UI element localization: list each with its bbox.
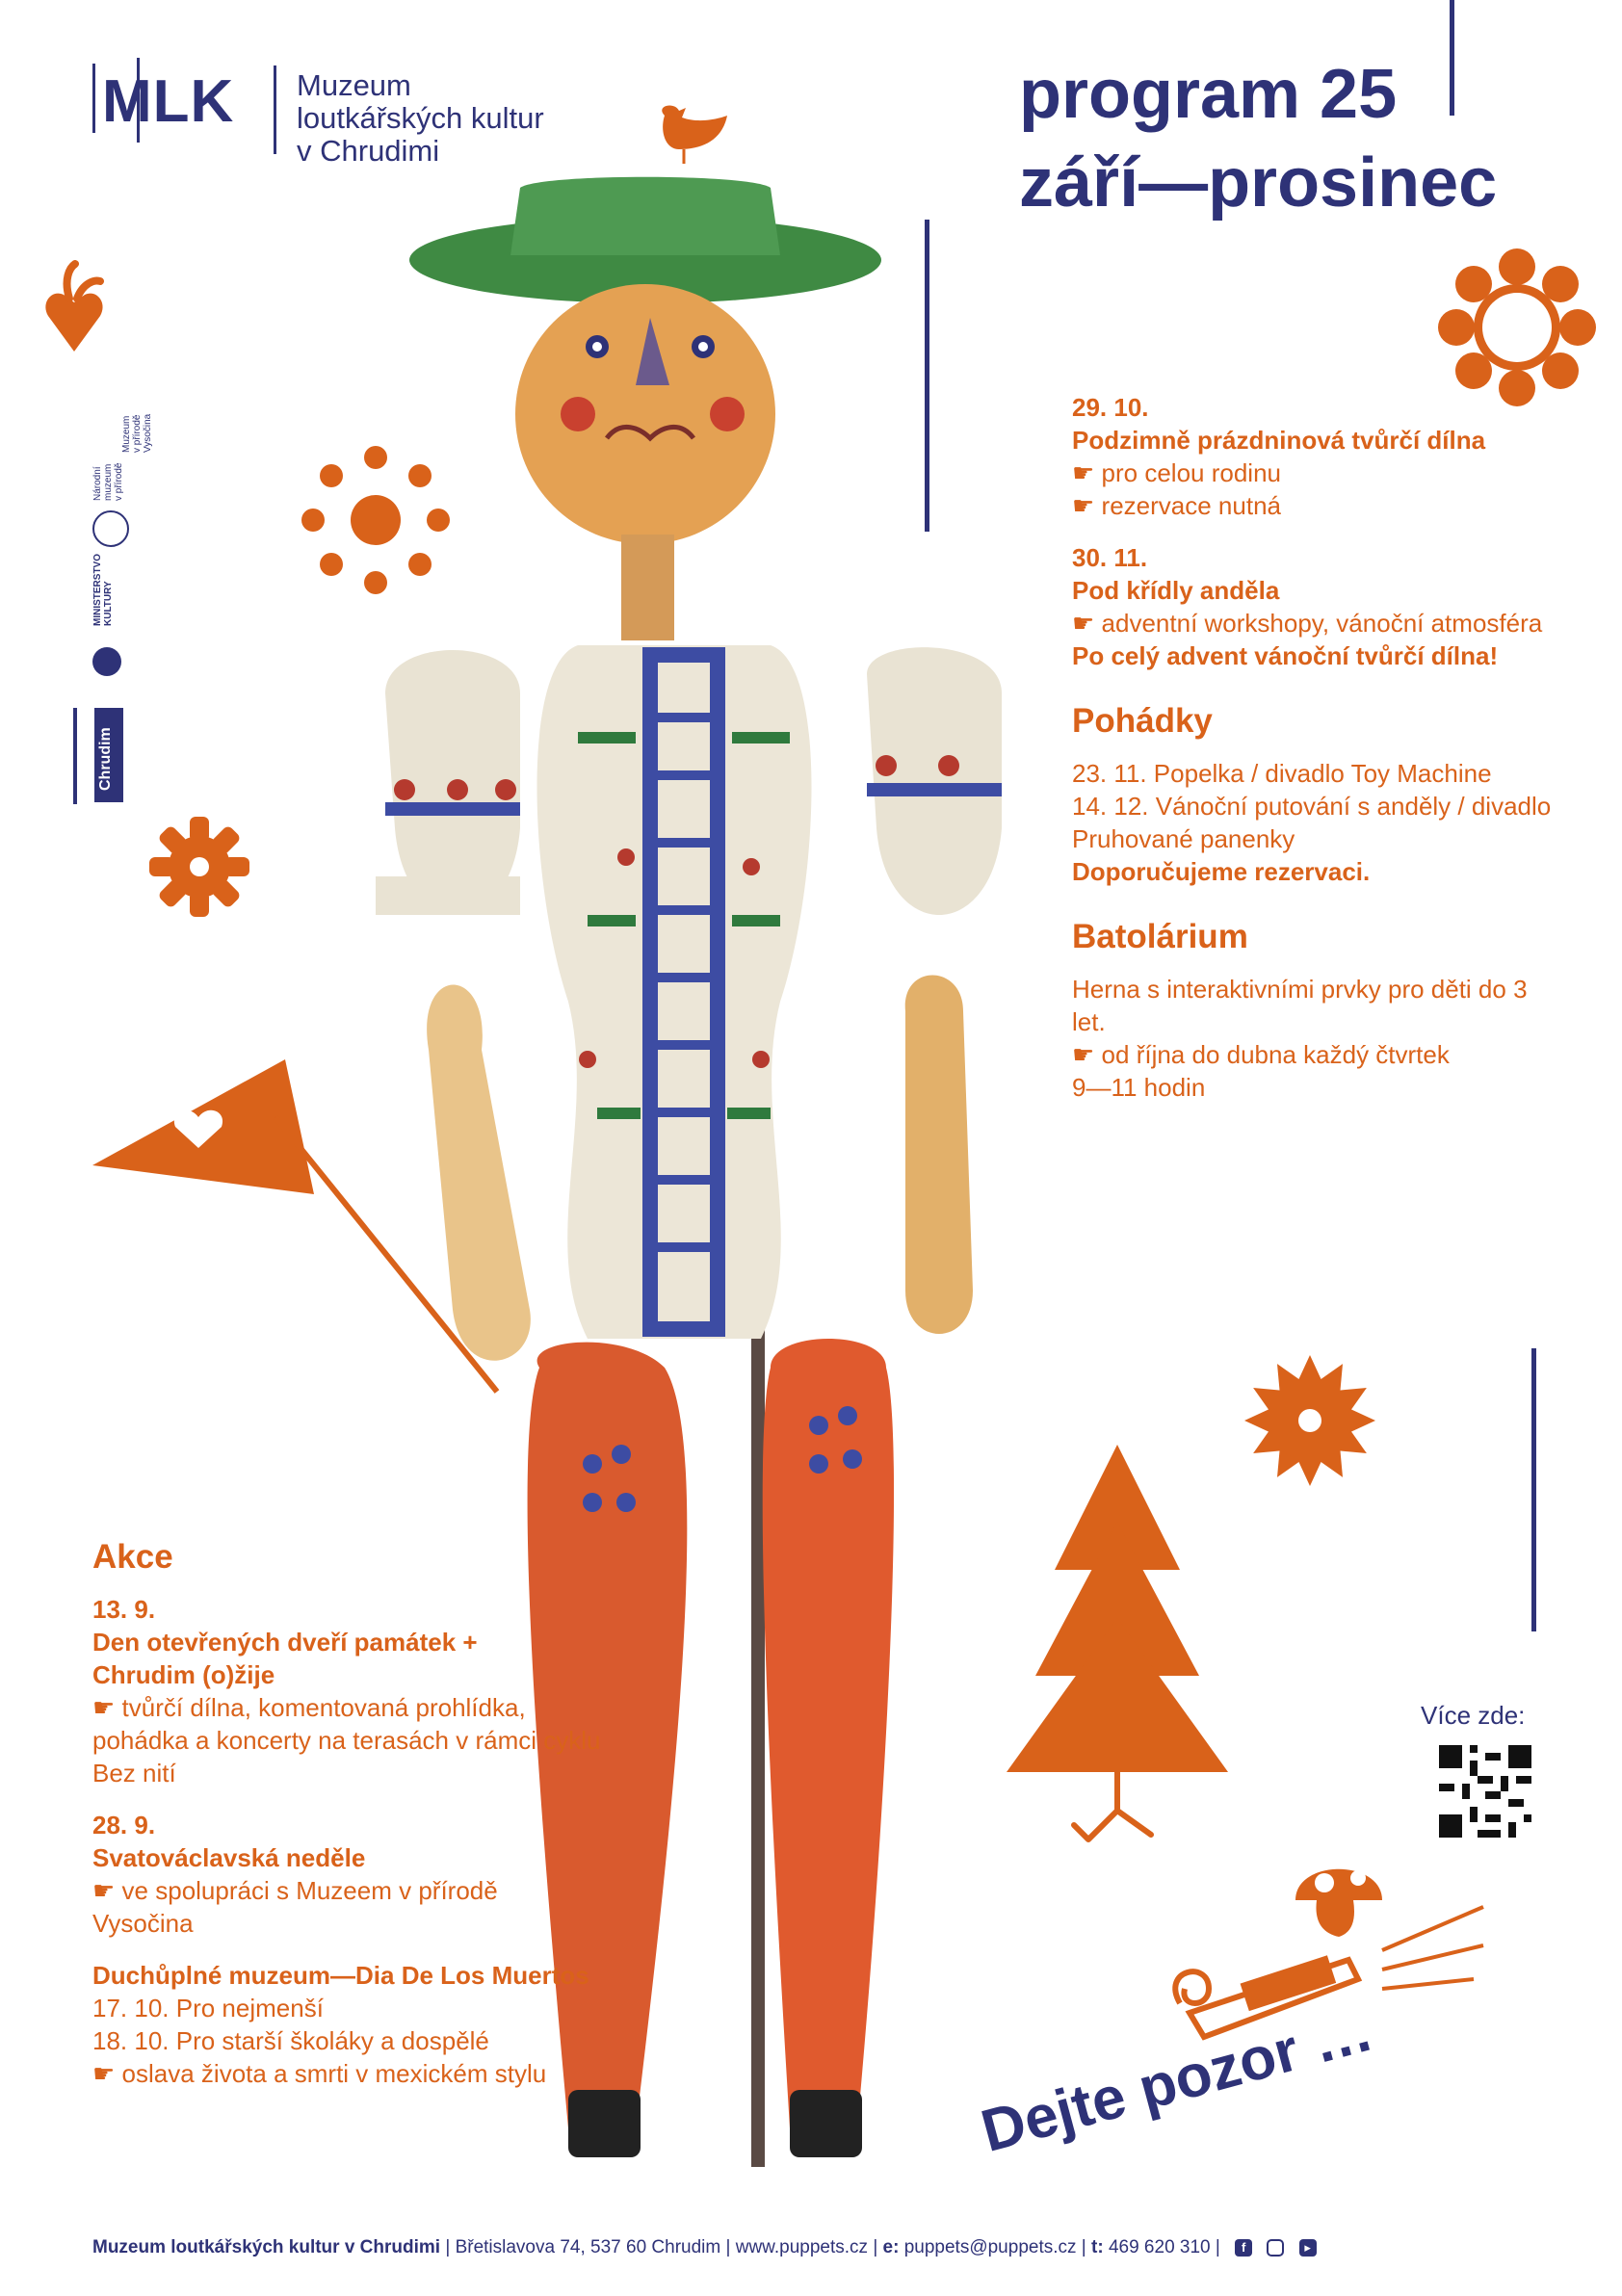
event-date: 28. 9. <box>92 1811 156 1839</box>
event-note: ☛ tvůrčí dílna, komentovaná prohlídka, pohádka a koncerty na terasách v rámci cyklu Bez nití <box>92 1691 613 1789</box>
event-title: Pod křídly anděla <box>1072 576 1280 605</box>
flower-ring-icon <box>1435 246 1599 409</box>
tree-icon <box>997 1445 1238 1849</box>
partner-logo-nmvp: Národní muzeum v přírodě <box>92 462 124 501</box>
instagram-icon[interactable] <box>1267 2239 1284 2257</box>
logo-mark: MLK <box>102 68 235 135</box>
event-note: ☛ pro celou rodinu <box>1072 457 1554 489</box>
left-column <box>92 1535 613 2090</box>
event-highlight: Po celý advent vánoční tvůrčí dílna! <box>1072 641 1499 670</box>
logo-line-2: loutkářských kultur <box>297 101 544 135</box>
section-heading-pohadky: Pohádky <box>1072 702 1213 740</box>
batolarium-note: ☛ od října do dubna každý čtvrtek <box>1072 1038 1554 1071</box>
divider-line <box>1531 1348 1536 1631</box>
gear-flower-icon <box>146 814 252 920</box>
event-title: Den otevřených dveří památek + Chrudim (o)žije <box>92 1628 478 1689</box>
logo-line-1: Muzeum <box>297 68 411 102</box>
event-date: 30. 11. <box>1072 543 1148 572</box>
footer-phone: 469 620 310 <box>1108 2237 1211 2257</box>
gear-flower-icon <box>1243 1353 1377 1488</box>
event-note: ☛ oslava života a smrti v mexickém stylu <box>92 2057 613 2090</box>
chrudim-logo: Chrudim <box>94 708 123 802</box>
event-note: ☛ adventní workshopy, vánoční atmosféra <box>1072 607 1554 639</box>
event-title: Podzimně prázdninová tvůrčí dílna <box>1072 426 1486 455</box>
event-date: 13. 9. <box>92 1595 156 1624</box>
program-title: program 25 <box>1019 56 1398 133</box>
reservation-note: Doporučujeme rezervaci. <box>1072 857 1371 886</box>
event-title: Duchůplné muzeum—Dia De Los Muertos <box>92 1961 589 1990</box>
section-heading-batolarium: Batolárium <box>1072 918 1248 955</box>
batolarium-hours: 9—11 hodin <box>1072 1073 1206 1102</box>
partner-logo-ministry: MINISTERSTVO KULTURY <box>92 553 114 626</box>
more-info-label: Více zde: <box>1421 1701 1526 1730</box>
slogan: Dejte pozor … <box>974 1996 1380 2166</box>
batolarium-text: Herna s interaktivními prvky pro děti do 3 let. <box>1072 975 1528 1036</box>
section-heading-akce: Akce <box>92 1538 173 1576</box>
ministry-icon <box>92 647 121 676</box>
right-column <box>1072 391 1554 1104</box>
pohadka-line: 23. 11. Popelka / divadlo Toy Machine <box>1072 759 1492 788</box>
footer: Muzeum loutkářských kultur v Chrudimi | Břetislavova 74, 537 60 Chrudim | www.puppets.cz | e: puppets@puppets.cz | t: 469 620 310 | f ▸ <box>92 2237 1317 2258</box>
beet-heart-icon <box>40 260 108 356</box>
youtube-icon[interactable]: ▸ <box>1299 2239 1317 2257</box>
title-divider <box>1450 0 1454 116</box>
side-divider <box>73 708 77 804</box>
footer-web-link[interactable]: www.puppets.cz <box>735 2237 869 2257</box>
footer-email-link[interactable]: puppets@puppets.cz <box>903 2237 1077 2257</box>
event-line: 17. 10. Pro nejmenší <box>92 1994 324 2022</box>
footer-address: Břetislavova 74, 537 60 Chrudim <box>455 2237 721 2257</box>
event-date: 29. 10. <box>1072 393 1149 422</box>
event-note: ☛ rezervace nutná <box>1072 489 1554 522</box>
partner-logo-mvpv: Muzeum v přírodě Vysočina <box>121 413 153 453</box>
facebook-icon[interactable]: f <box>1235 2239 1252 2257</box>
qr-code-icon[interactable] <box>1439 1745 1531 1838</box>
globe-icon <box>92 510 129 547</box>
footer-museum-name: Muzeum loutkářských kultur v Chrudimi <box>92 2237 441 2257</box>
event-title: Svatováclavská neděle <box>92 1843 366 1872</box>
footer-phone-label: t: <box>1091 2237 1104 2257</box>
program-period: září—prosinec <box>1019 144 1498 222</box>
event-note: ☛ ve spolupráci s Muzeem v přírodě Vysočina <box>92 1874 545 1940</box>
pohadka-line: 14. 12. Vánoční putování s anděly / divadlo Pruhované panenky <box>1072 792 1552 853</box>
footer-email-label: e: <box>882 2237 900 2257</box>
event-line: 18. 10. Pro starší školáky a dospělé <box>92 2026 489 2055</box>
logo-line-3: v Chrudimi <box>297 134 440 168</box>
